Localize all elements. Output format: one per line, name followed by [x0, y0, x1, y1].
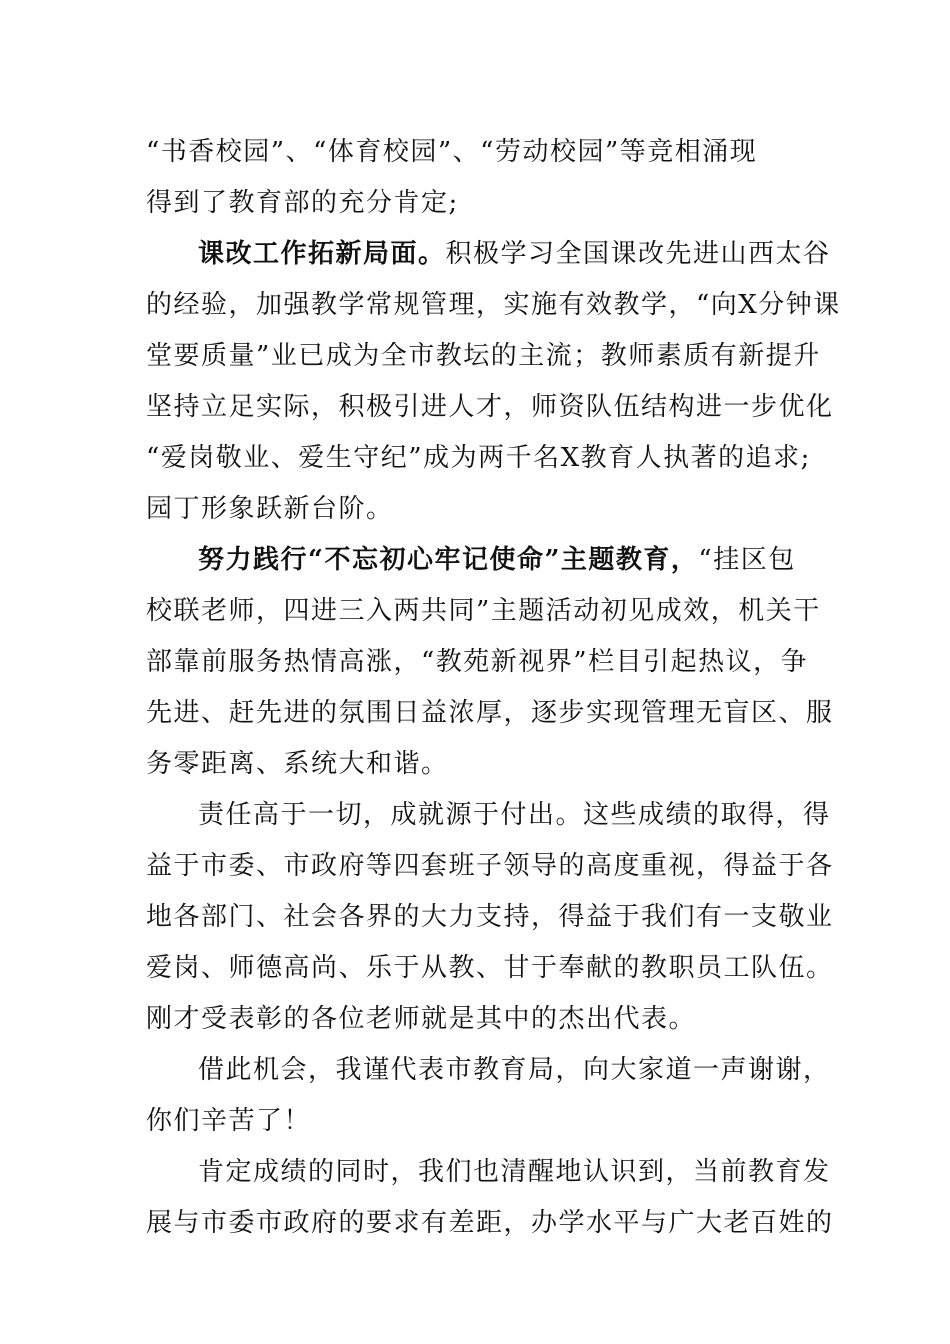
- paragraph-start-line: [146, 535, 806, 586]
- paragraph-start-line: [146, 229, 831, 280]
- text-line: 园丁形象跃新台阶。: [146, 494, 394, 524]
- text-line: 爱岗、师德高尚、乐于从教、甘于奉献的教职员工队伍。: [146, 953, 834, 983]
- body-text: [146, 127, 841, 1249]
- bold-heading: 课改工作拓新局面。: [198, 239, 446, 269]
- text-line: 你们辛苦了！: [146, 1106, 312, 1136]
- text-line: 堂要质量”业已成为全市教坛的主流；教师素质有新提升: [146, 341, 821, 371]
- text-run: “挂区包: [698, 545, 796, 575]
- paragraph-start-line: 借此机会，我谨代表市教育局，向大家道一声谢谢，: [198, 1055, 831, 1085]
- text-line: 的经验，加强教学常规管理，实施有效教学，“向X分钟课: [146, 290, 841, 320]
- text-line: 展与市委市政府的要求有差距，办学水平与广大老百姓的: [146, 1208, 834, 1238]
- paragraph-start-line: 责任高于一切，成就源于付出。这些成绩的取得，得: [198, 800, 831, 830]
- text-line: 务零距离、系统大和谐。: [146, 749, 449, 779]
- paragraph-start-line: 肯定成绩的同时，我们也清醒地认识到，当前教育发: [198, 1157, 831, 1187]
- text-run: 积极学习全国课改先进山西太谷: [445, 239, 831, 269]
- text-line: “书香校园”、“体育校园”、“劳动校园”等竞相涌现: [146, 137, 758, 167]
- text-line: “爱岗敬业、爱生守纪”成为两千名X教育人执著的追求;: [146, 443, 811, 473]
- text-line: 先进、赶先进的氛围日益浓厚，逐步实现管理无盲区、服: [146, 698, 834, 728]
- text-line: 益于市委、市政府等四套班子领导的高度重视，得益于各: [146, 851, 834, 881]
- bold-heading: 努力践行“不忘初心牢记使命”主题教育，: [198, 545, 699, 575]
- text-line: 部靠前服务热情高涨，“教苑新视界”栏目引起热议，争: [146, 647, 809, 677]
- text-line: 地各部门、社会各界的大力支持，得益于我们有一支敬业: [146, 902, 834, 932]
- text-line: 校联老师，四进三入两共同”主题活动初见成效，机关干: [146, 596, 821, 626]
- text-line: 得到了教育部的充分肯定;: [146, 188, 459, 218]
- text-line: 坚持立足实际，积极引进人才，师资队伍结构进一步优化: [146, 392, 834, 422]
- text-line: 刚才受表彰的各位老师就是其中的杰出代表。: [146, 1004, 697, 1034]
